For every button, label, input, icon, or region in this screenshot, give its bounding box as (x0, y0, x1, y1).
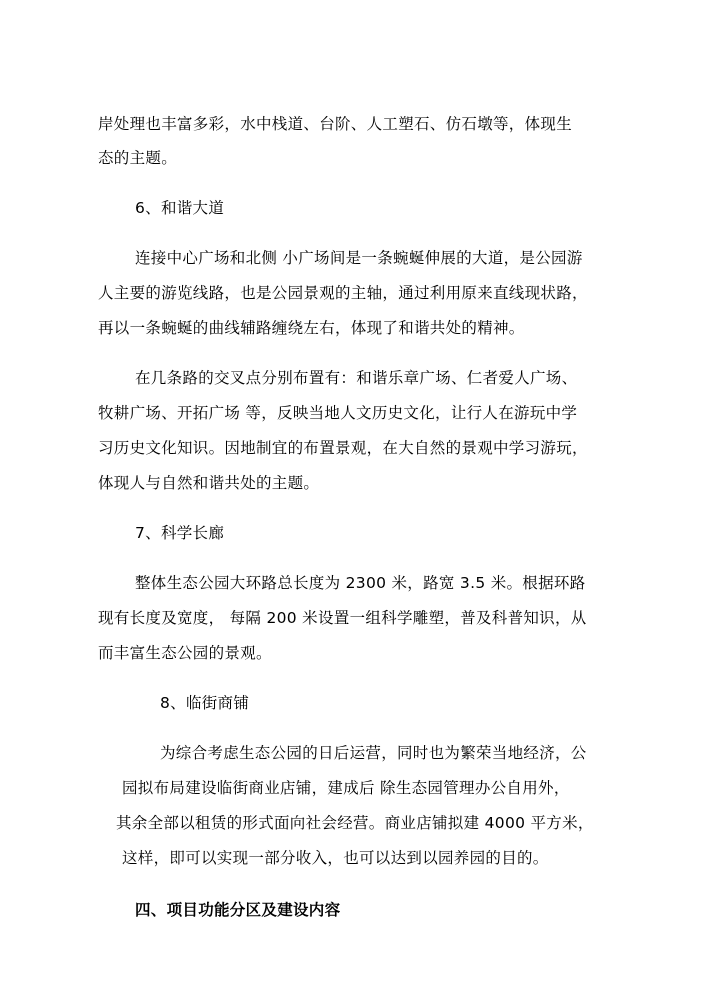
text-line: 现有长度及宽度， 每隔 200 米设置一组科学雕塑，普及科普知识，从 (98, 609, 587, 627)
text-line: 园拟布局建设临街商业店铺，建成后 除生态园管理办公自用外， (122, 779, 570, 797)
text-line: 这样，即可以实现一部分收入，也可以达到以园养园的目的。 (122, 849, 549, 867)
text-line: 在几条路的交叉点分别布置有：和谐乐章广场、仁者爱人广场、 (135, 369, 578, 387)
text-line: 为综合考虑生态公园的日后运营，同时也为繁荣当地经济，公 (160, 744, 587, 762)
text-line: 再以一条蜿蜒的曲线辅路缠绕左右，体现了和谐共处的精神。 (98, 319, 525, 337)
text-line: 牧耕广场、开拓广场 等，反映当地人文历史文化，让行人在游玩中学 (98, 404, 578, 422)
text-line: 连接中心广场和北侧 小广场间是一条蜿蜒伸展的大道，是公园游 (135, 249, 583, 267)
text-line: 岸处理也丰富多彩，水中栈道、台阶、人工塑石、仿石墩等，体现生 (98, 115, 573, 133)
text-line: 而丰富生态公园的景观。 (98, 644, 272, 662)
section-heading-4: 四、项目功能分区及建设内容 (135, 901, 341, 919)
text-line: 习历史文化知识。因地制宜的布置景观，在大自然的景观中学习游玩， (98, 439, 588, 457)
section-heading-7: 7、科学长廊 (135, 524, 225, 542)
text-line: 人主要的游览线路，也是公园景观的主轴，通过利用原来直线现状路， (98, 284, 588, 302)
text-line: 其余全部以租赁的形式面向社会经营。商业店铺拟建 4000 平方米， (116, 814, 594, 832)
section-heading-6: 6、和谐大道 (135, 199, 225, 217)
text-line: 整体生态公园大环路总长度为 2300 米，路宽 3.5 米。根据环路 (135, 574, 586, 592)
section-heading-8: 8、临街商铺 (160, 694, 250, 712)
text-line: 态的主题。 (98, 149, 178, 167)
text-line: 体现人与自然和谐共处的主题。 (98, 474, 320, 492)
